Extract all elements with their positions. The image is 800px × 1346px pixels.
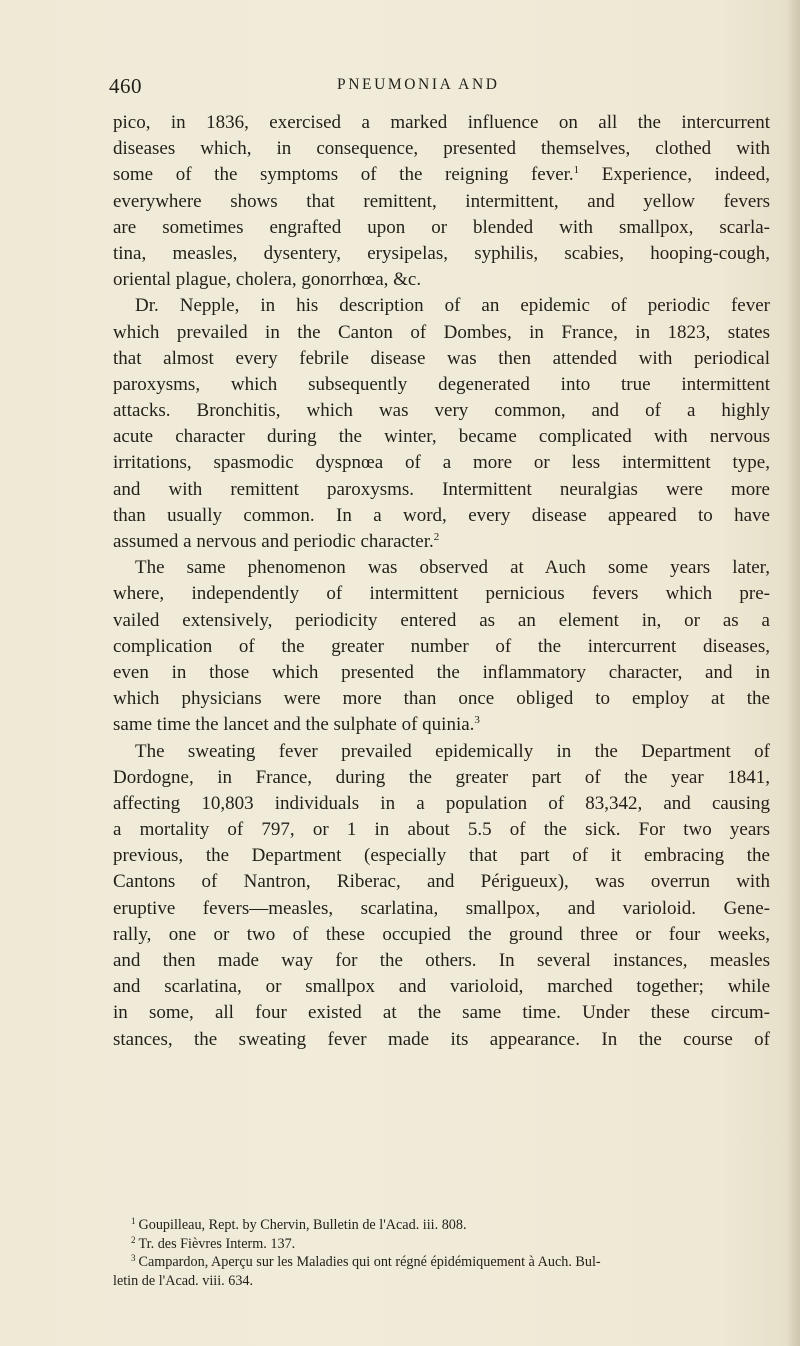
text-line: vailed extensively, periodicity entered as an element in, or as a (113, 609, 770, 631)
paragraph-start: The same phenomenon was observed at Auch some years later, (135, 557, 770, 579)
text-line: a mortality of 797, or 1 in about 5.5 of the sick. For two years (113, 819, 770, 841)
text-line: in some, all four existed at the same time. Under these circum- (113, 1002, 770, 1024)
text-line: complication of the greater number of the intercurrent diseases, (113, 635, 770, 657)
page-edge-shadow (786, 0, 800, 1346)
text-line: pico, in 1836, exercised a marked influence on all the intercurrent (113, 112, 770, 133)
text-line: that almost every febrile disease was then attended with periodical (113, 347, 770, 369)
text-line: acute character during the winter, became complicated with nervous (113, 426, 770, 448)
text-line: irritations, spasmodic dyspnœa of a more or less intermittent type, (113, 452, 770, 474)
text-line: stances, the sweating fever made its appearance. In the course of (113, 1028, 770, 1050)
text-line: are sometimes engrafted upon or blended with smallpox, scarla- (113, 216, 770, 238)
footnote-3: $^3$ Campardon, Aperçu sur les Maladies qui ont régné épidémiquement à Auch. Bul- (131, 1253, 601, 1270)
footnote-1: $^1$ Goupilleau, Rept. by Chervin, Bulletin de l'Acad. iii. 808. (131, 1216, 467, 1233)
page-header (109, 74, 767, 102)
text-line: same time the lancet and the sulphate of quinia.$^3$ (113, 714, 480, 736)
running-head: PNEUMONIA AND (337, 76, 500, 93)
page-number: 460 (109, 74, 142, 98)
footnote-2: $^2$ Tr. des Fièvres Interm. 137. (131, 1234, 296, 1252)
text-line: rally, one or two of these occupied the ground three or four weeks, (113, 923, 770, 945)
text-line: and with remittent paroxysms. Intermittent neuralgias were more (113, 478, 770, 500)
text-line: assumed a nervous and periodic character.$^2$ (113, 531, 440, 552)
footnote-3-continued: letin de l'Acad. viii. 634. (113, 1272, 254, 1289)
paragraph-start: Dr. Nepple, in his description of an epidemic of periodic fever (135, 295, 770, 317)
text-line: tina, measles, dysentery, erysipelas, syphilis, scabies, hooping-cough, (113, 242, 770, 264)
text-line: Cantons of Nantron, Riberac, and Périgueux), was overrun with (113, 871, 770, 893)
footnote-ref: 1 (573, 164, 580, 177)
text-line: diseases which, in consequence, presented themselves, clothed with (113, 138, 770, 160)
text-line: which physicians were more than once obliged to employ at the (113, 688, 770, 710)
text-line: and then made way for the others. In several instances, measles (113, 950, 770, 971)
text-line: which prevailed in the Canton of Dombes, in France, in 1823, states (113, 321, 770, 343)
text-line: than usually common. In a word, every disease appeared to have (113, 504, 770, 526)
text-line: and scarlatina, or smallpox and varioloid, marched together; while (113, 976, 770, 998)
text-line: some of the symptoms of the reigning fever.$^1$ Experience, indeed, (113, 164, 771, 186)
text-line: attacks. Bronchitis, which was very common, and of a highly (113, 400, 770, 422)
text-line: oriental plague, cholera, gonorrhœa, &c. (113, 269, 422, 291)
body-text (113, 110, 770, 1053)
paragraph-start: The sweating fever prevailed epidemically in the Department of (135, 740, 770, 762)
text-line: where, independently of intermittent pernicious fevers which pre- (113, 583, 770, 605)
text-line: affecting 10,803 individuals in a population of 83,342, and causing (113, 792, 770, 814)
footnote-ref: 2 (433, 531, 440, 543)
text-line: even in those which presented the inflammatory character, and in (113, 661, 770, 683)
text-line: everywhere shows that remittent, intermittent, and yellow fevers (113, 190, 770, 212)
text-line: eruptive fevers—measles, scarlatina, smallpox, and varioloid. Gene- (113, 897, 770, 919)
footnotes (113, 1216, 770, 1290)
footnote-ref: 3 (474, 714, 480, 727)
text-line: previous, the Department (especially that part of it embracing the (113, 845, 770, 867)
text-line: Dordogne, in France, during the greater part of the year 1841, (113, 766, 770, 788)
text-line: paroxysms, which subsequently degenerated into true intermittent (113, 373, 770, 395)
